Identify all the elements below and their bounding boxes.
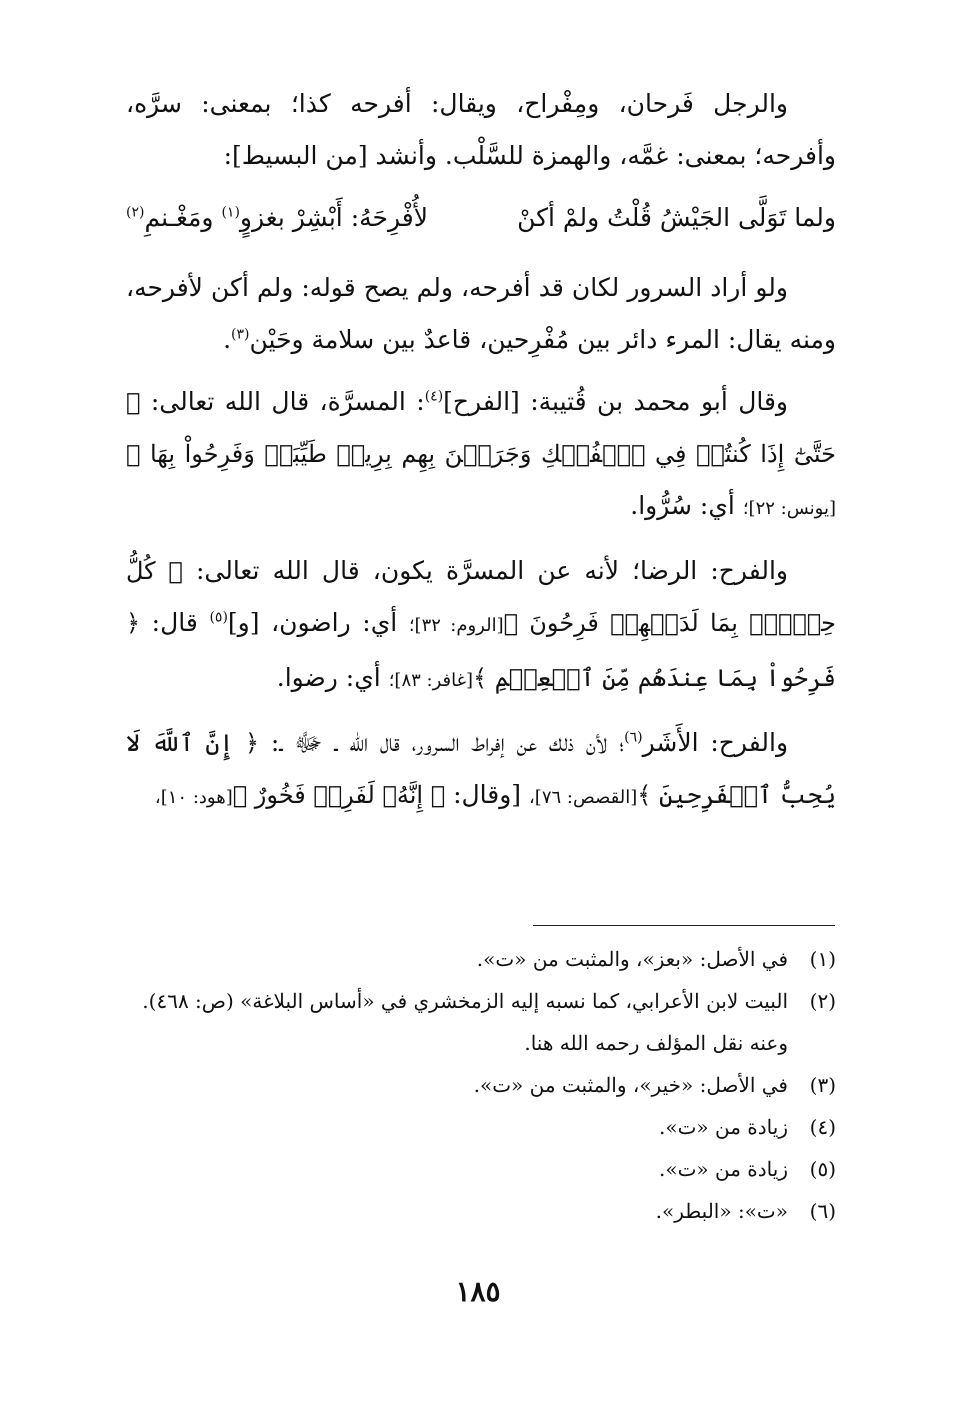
- footnote: [126, 980, 836, 1064]
- poetry-verse: [126, 192, 836, 244]
- footnote-text: زيادة من «ت».: [658, 1115, 788, 1139]
- paragraph-3-text-a: وقال أبو محمد بن قُتيبة: [الفرح]: [443, 387, 788, 416]
- quran-verse: ﴿ إِنَّهُۥ لَفَرِحٞ فَخُورٌ ﴾: [232, 781, 446, 809]
- footnote: [126, 938, 836, 980]
- paragraph-3-end: أي: سُرُّوا.: [630, 491, 735, 520]
- footnote-number: (٥): [809, 1157, 836, 1181]
- paragraph-3: [126, 376, 836, 535]
- verse-reference: [القصص: ٧٦]،: [529, 787, 638, 808]
- paragraph-2-end: .: [223, 325, 232, 354]
- footnote-number: (٦): [809, 1199, 836, 1223]
- footnote-number: (٢): [809, 989, 836, 1013]
- paragraph-2-text: ولو أراد السرور لكان قد أفرحه، ولم يصح قوله: ولم أكن لأفرحه، ومنه يقال: المرء دائر بين مُفْرِحين، قاعدٌ بين سلامة وحَيْن: [126, 273, 836, 354]
- footnote-ref-3: (٣): [231, 326, 250, 343]
- main-text: [126, 78, 836, 834]
- footnote-text: «ت»: «البطر».: [655, 1199, 788, 1223]
- quran-verse: ﴿ حَتَّىٰٓ إِذَا كُنتُمۡ فِي ٱلۡفُلۡكِ وَجَرَيۡنَ بِهِم بِرِيحٖ طَيِّبَةٖ وَفَرِحُواْ بِهَا ﴾: [126, 388, 836, 468]
- footnote-separator: [533, 925, 835, 926]
- footnote-ref-2: (٢): [126, 204, 145, 221]
- verse-reference: [يونس: ٢٢]؛: [742, 498, 836, 519]
- footnote: [126, 1190, 836, 1232]
- footnotes: [126, 938, 836, 1232]
- footnote-number: (١): [809, 947, 836, 971]
- verse-reference: [الروم: ٣٢]؛: [408, 615, 504, 636]
- paragraph-4-text-b: أي: راضون، [و]: [227, 608, 409, 637]
- verse-second-text: لأُفْرِحَهُ: أَبْشِرْ بغزوٍ: [239, 203, 428, 232]
- paragraph-5-text-a: والفرح: الأَشَر: [642, 728, 789, 757]
- paragraph-3-text-b: : المسرَّة، قال الله تعالى:: [150, 387, 425, 416]
- footnote-number: (٣): [809, 1073, 836, 1097]
- paragraph-5: [126, 717, 836, 824]
- footnote-text: في الأصل: «بعز»، والمثبت من «ت».: [476, 947, 788, 971]
- quran-verse: ﴿ كُلُّ حِزۡبِۭ بِمَا لَدَيۡهِمۡ فَرِحُونَ ﴾: [126, 557, 837, 637]
- paragraph-4-text-a: والفرح: الرضا؛ لأنه عن المسرَّة يكون، قال الله تعالى:: [195, 556, 789, 585]
- footnote-number: (٤): [809, 1115, 836, 1139]
- paragraph-4-text-d: أي: رضوا.: [276, 663, 389, 692]
- footnote-ref-1: (١): [221, 204, 240, 221]
- footnote-text: زيادة من «ت».: [658, 1157, 788, 1181]
- verse-second-hemistich: [126, 192, 428, 244]
- footnote-ref-4: (٤): [424, 388, 444, 405]
- verse-reference: [غافر: ٨٣]؛: [388, 670, 474, 691]
- paragraph-1: والرجل فَرحان، ومِفْراح، ويقال: أفرحه كذا؛ بمعنى: سرَّه، وأفرحه؛ بمعنى: غمَّه، والهمزة للسَّلْب. وأنشد [من البسيط]:: [126, 89, 836, 170]
- paragraph-2: [126, 262, 836, 366]
- footnote-ref-5: (٥): [209, 609, 228, 626]
- footnote: [126, 1148, 836, 1190]
- footnote-text: البيت لابن الأعرابي، كما نسبه إليه الزمخشري في «أساس البلاغة» (ص: ٤٦٨). وعنه نقل المؤلف رحمه الله هنا.: [142, 989, 788, 1055]
- verse-reference: [هود: ١٠]،: [154, 787, 233, 808]
- quran-verse: ﴿ فَرِحُواْ بِمَا عِندَهُم مِّنَ ٱلۡعِلۡمِ ﴾: [126, 609, 836, 692]
- paragraph-4-text-c: قال:: [151, 608, 210, 637]
- paragraph-5-text-b: ؛ لأن ذلك عن إفراط السرور، قال الله ـ ﷻ ـ:: [270, 728, 625, 757]
- footnote-text: في الأصل: «خير»، والمثبت من «ت».: [473, 1073, 788, 1097]
- verse-first-hemistich: ولما تَوَلَّى الجَيْشُ قُلْتُ ولمْ أكنْ: [517, 203, 836, 232]
- paragraph-5-text-c: [وقال:: [445, 780, 529, 809]
- page-number: ١٨٥: [455, 1275, 501, 1308]
- paragraph-4: [126, 545, 836, 707]
- footnote: [126, 1106, 836, 1148]
- footnote: [126, 1064, 836, 1106]
- footnote-ref-6: (٦): [624, 729, 643, 746]
- quran-verse: ﴿ إِنَّ ٱللَّهَ لَا يُحِبُّ ٱلۡفَرِحِينَ ﴾: [126, 729, 836, 809]
- verse-second-end: ومَغْـنمِ: [144, 203, 222, 232]
